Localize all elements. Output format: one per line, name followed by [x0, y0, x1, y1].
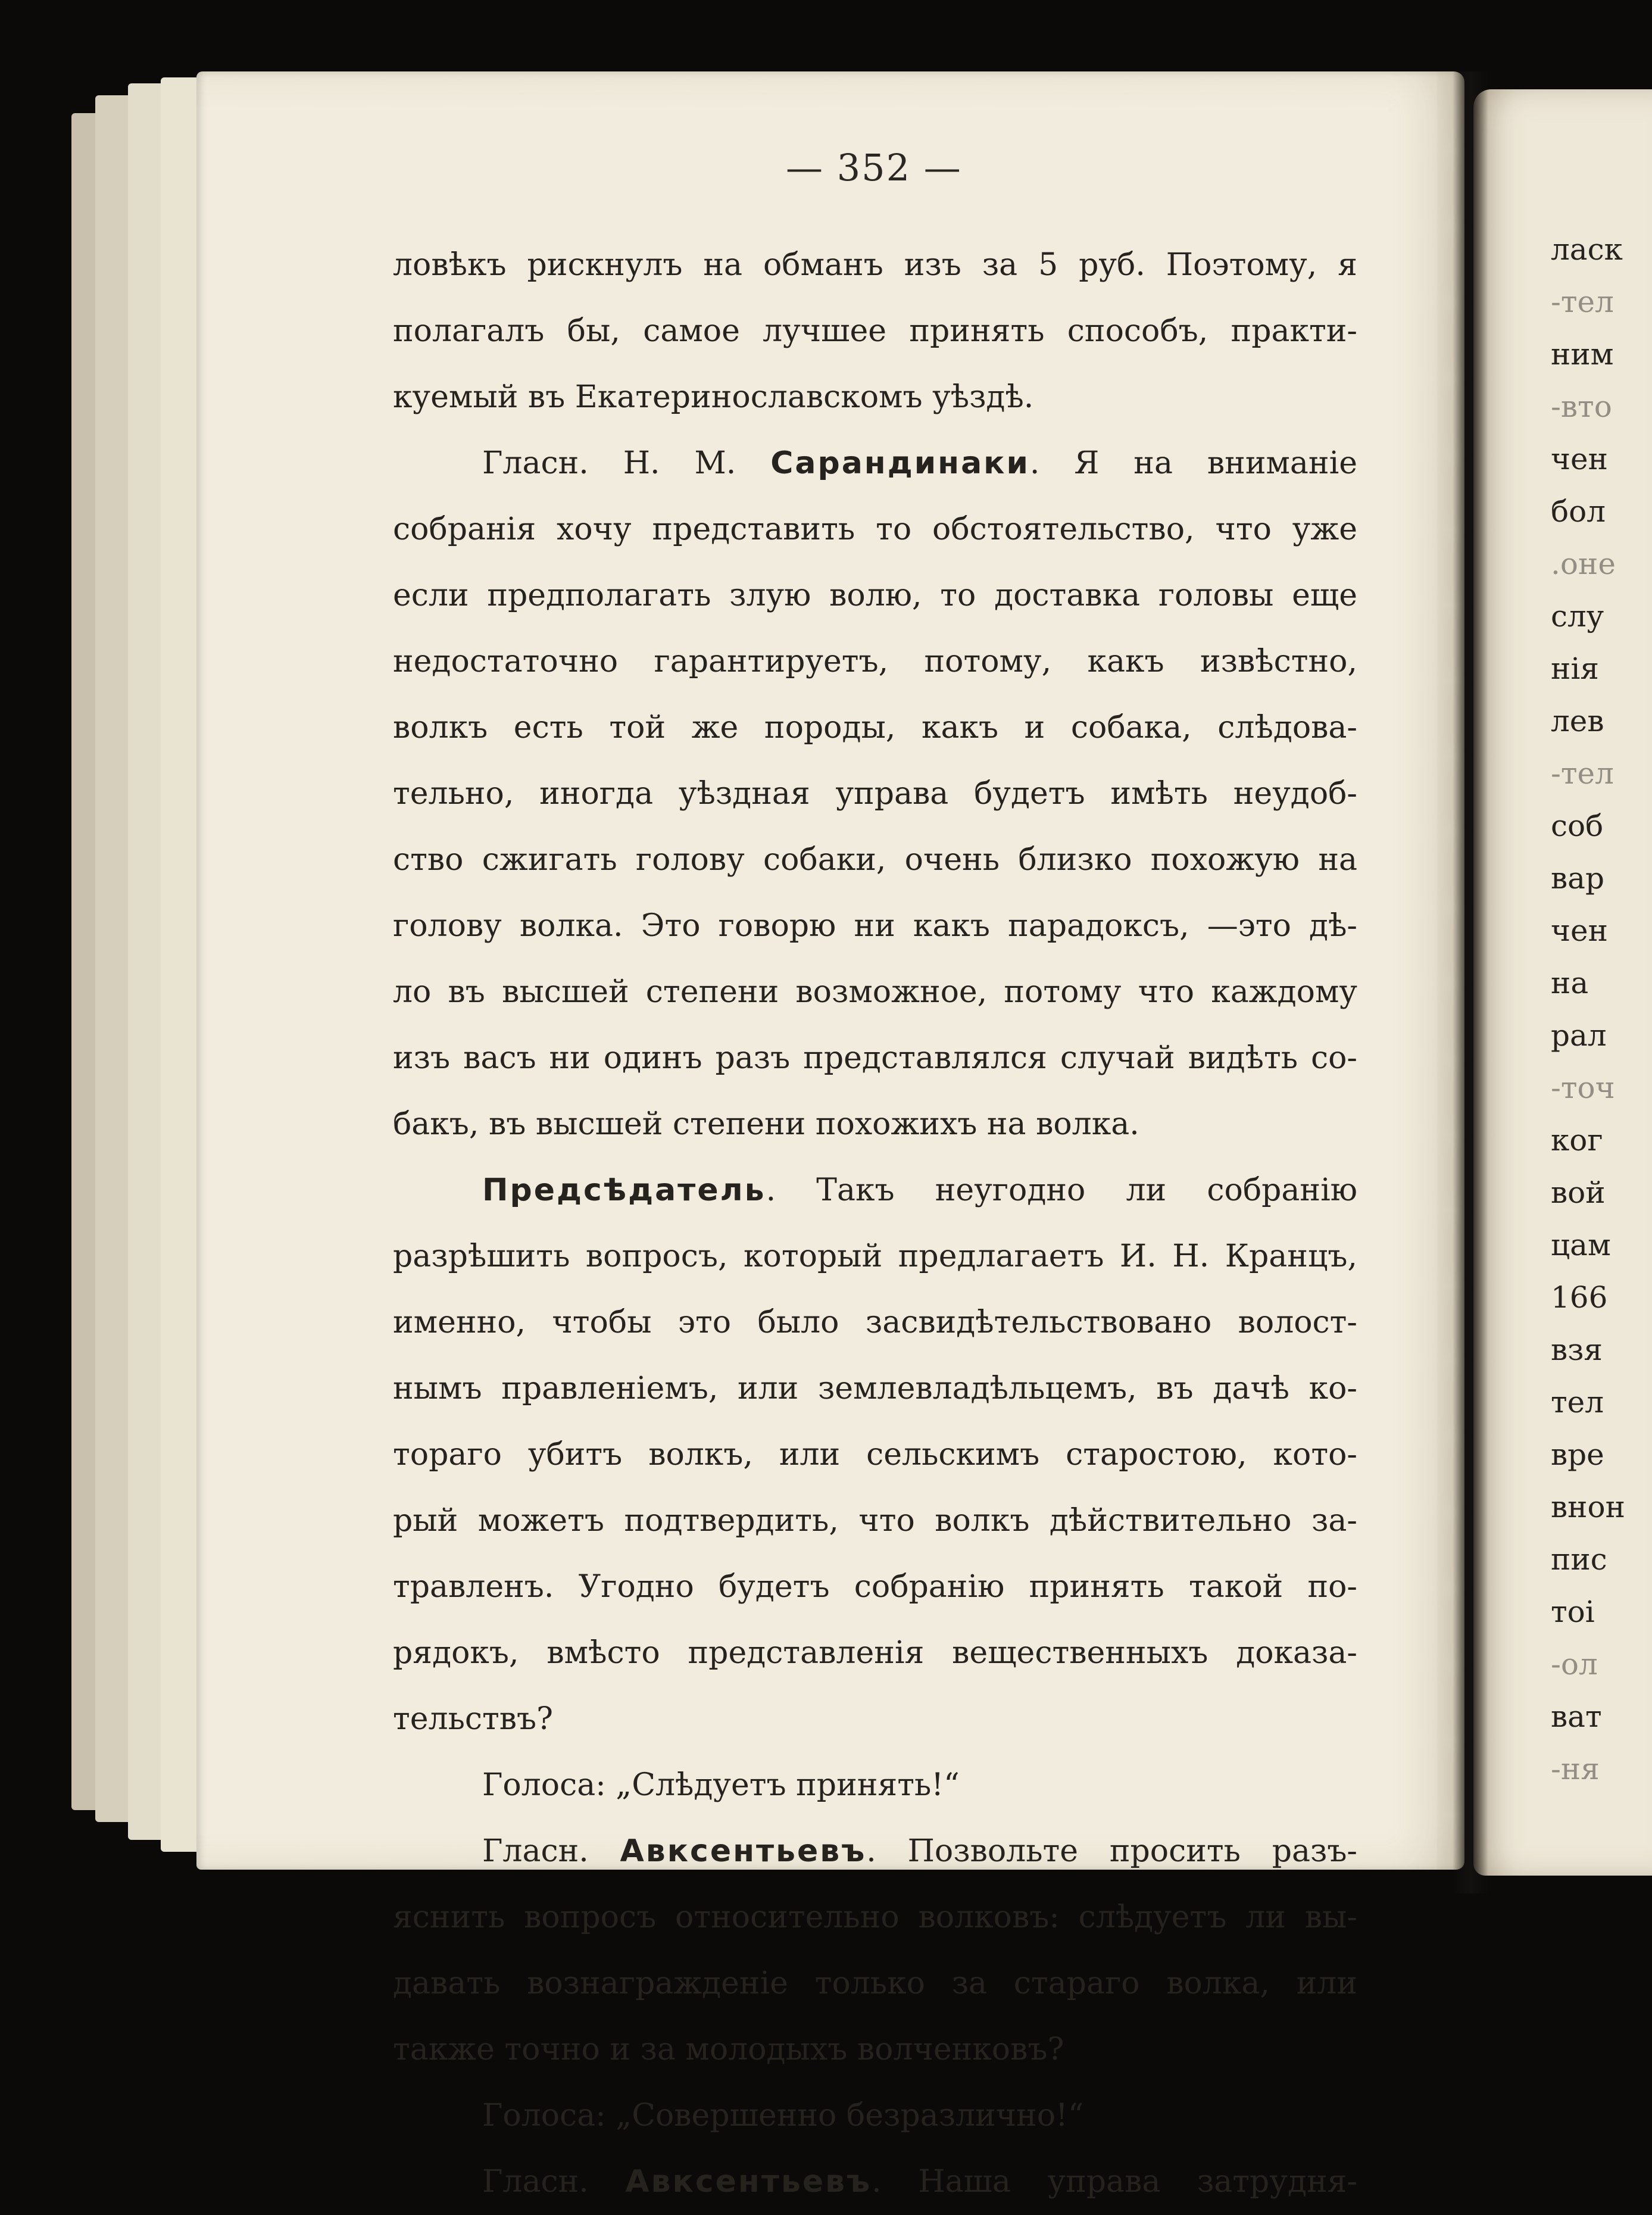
text-run: голову волка. Это говорю ни какъ парадоксъ, —это дѣ-: [393, 908, 1357, 944]
text-line: [393, 430, 1357, 497]
text-run: травленъ. Угодно будетъ собранію принять такой по-: [393, 1569, 1357, 1605]
right-page-fragment: ласк: [1551, 232, 1623, 267]
text-line: [393, 298, 1357, 364]
speaker-name: Предсѣдатель: [482, 1172, 766, 1208]
text-run: ство сжигать голову собаки, очень близко похожую на: [393, 842, 1357, 878]
text-line: [393, 1290, 1357, 1356]
text-line: [393, 959, 1357, 1025]
text-line: [393, 1422, 1357, 1488]
speaker-name: Авксентьевъ: [620, 1833, 867, 1869]
right-page-fragment: чен: [1551, 913, 1608, 948]
text-line: [393, 1158, 1357, 1224]
right-page-fragment: тел: [1551, 1385, 1604, 1420]
text-run: изъ васъ ни одинъ разъ представлялся случай видѣть со-: [393, 1040, 1357, 1076]
right-page-fragment: нія: [1551, 651, 1599, 686]
text-run: если предполагать злую волю, то доставка головы еще: [393, 578, 1357, 613]
text-line: [393, 2017, 1357, 2083]
text-line: [393, 1752, 1357, 1818]
text-line: [393, 1951, 1357, 2017]
right-page-fragment: -ня: [1551, 1752, 1600, 1786]
text-line: [393, 1554, 1357, 1620]
right-page-fragment: -вто: [1551, 389, 1612, 424]
right-page-fragment: тоі: [1551, 1595, 1595, 1629]
text-run: рядокъ, вмѣсто представленія вещественныхъ доказа-: [393, 1635, 1357, 1671]
text-run: . Наша управа затрудня-: [872, 2164, 1357, 2200]
text-run: тораго убитъ волкъ, или сельскимъ старостою, кото-: [393, 1437, 1357, 1472]
text-line: [393, 232, 1357, 298]
text-line: [393, 827, 1357, 893]
right-page-fragment: 166: [1551, 1280, 1608, 1315]
right-page-fragment: цам: [1551, 1228, 1611, 1262]
page-number: — 352 —: [786, 146, 962, 189]
text-line: [393, 1686, 1357, 1752]
text-run: ловѣкъ рискнулъ на обманъ изъ за 5 руб. Поэтому, я: [393, 247, 1357, 283]
text-run: Голоса: „Совершенно безразлично!“: [482, 2098, 1084, 2133]
right-page-fragment: -точ: [1551, 1071, 1615, 1105]
right-page-fragment: лев: [1551, 704, 1604, 738]
text-run: ло въ высшей степени возможное, потому что каждому: [393, 974, 1357, 1010]
text-run: бакъ, въ высшей степени похожихъ на волка.: [393, 1106, 1139, 1142]
text-line: [393, 1356, 1357, 1422]
right-page-fragment: соб: [1551, 809, 1604, 843]
right-page-fragment: бол: [1551, 494, 1606, 529]
text-run: недостаточно гарантируетъ, потому, какъ извѣстно,: [393, 644, 1357, 679]
text-run: также точно и за молодыхъ волченковъ?: [393, 2032, 1064, 2067]
text-run: тельствъ?: [393, 1701, 554, 1737]
text-line: [393, 1620, 1357, 1686]
text-run: волкъ есть той же породы, какъ и собака, слѣдова-: [393, 710, 1357, 745]
text-line: [393, 1224, 1357, 1290]
right-page-fragment: вре: [1551, 1437, 1604, 1472]
text-line: [393, 695, 1357, 761]
text-run: рый можетъ подтвердить, что волкъ дѣйствительно за-: [393, 1503, 1357, 1539]
right-page-fragment: ват: [1551, 1699, 1602, 1734]
text-line: [393, 2083, 1357, 2149]
text-line: [393, 563, 1357, 629]
text-line: [393, 1488, 1357, 1554]
right-page-fragment: -тел: [1551, 285, 1614, 319]
text-run: собранія хочу представить то обстоятельство, что уже: [393, 511, 1357, 547]
text-run: . Позвольте просить разъ-: [866, 1833, 1357, 1869]
right-page-fragment: вар: [1551, 861, 1604, 896]
right-page-fragment: -ол: [1551, 1647, 1598, 1681]
text-run: разрѣшить вопросъ, который предлагаетъ И. Н. Кранцъ,: [393, 1238, 1357, 1274]
speaker-name: Сарандинаки: [770, 445, 1030, 481]
book-gutter: [1453, 71, 1488, 1893]
text-line: [393, 1818, 1357, 1885]
text-line: [393, 761, 1357, 827]
text-run: Голоса: „Слѣдуетъ принять!“: [482, 1767, 960, 1803]
text-line: [393, 1091, 1357, 1158]
text-run: тельно, иногда уѣздная управа будетъ имѣть неудоб-: [393, 776, 1357, 812]
text-run: Гласн.: [482, 1833, 620, 1869]
text-line: [393, 629, 1357, 695]
text-run: яснить вопросъ относительно волковъ: слѣдуетъ ли вы-: [393, 1899, 1357, 1935]
right-page-fragment: рал: [1551, 1018, 1607, 1053]
text-run: . Я на вниманіе: [1029, 445, 1357, 481]
right-page-fragment: ког: [1551, 1123, 1603, 1158]
right-page-fragment: ним: [1551, 337, 1614, 372]
text-line: [393, 497, 1357, 563]
text-run: нымъ правленіемъ, или землевладѣльцемъ, въ дачѣ ко-: [393, 1371, 1357, 1406]
text-line: [393, 1885, 1357, 1951]
text-run: именно, чтобы это было засвидѣтельствовано волост-: [393, 1305, 1357, 1340]
text-run: куемый въ Екатеринославскомъ уѣздѣ.: [393, 379, 1034, 415]
text-run: Гласн.: [482, 2164, 626, 2200]
text-line: [393, 364, 1357, 430]
right-page-fragment: .оне: [1551, 547, 1616, 581]
speaker-name: Авксентьевъ: [625, 2164, 872, 2200]
text-run: давать вознагражденіе только за стараго волка, или: [393, 1966, 1357, 2001]
right-page-fragment: пис: [1551, 1542, 1607, 1577]
right-page-fragment: взя: [1551, 1333, 1603, 1367]
text-run: Гласн. Н. М.: [482, 445, 771, 481]
text-line: [393, 2149, 1357, 2215]
text-run: полагалъ бы, самое лучшее принять способъ, практи-: [393, 313, 1357, 349]
body-text: [393, 232, 1357, 2215]
right-page-fragment: чен: [1551, 442, 1608, 476]
right-page-fragment: внон: [1551, 1490, 1625, 1524]
right-page-fragment: слу: [1551, 599, 1604, 634]
text-run: . Такъ неугодно ли собранію: [766, 1172, 1357, 1208]
text-line: [393, 1025, 1357, 1091]
text-line: [393, 893, 1357, 959]
right-page-fragment: вой: [1551, 1175, 1606, 1210]
right-page-fragment: на: [1551, 966, 1589, 1000]
right-page-fragment: -тел: [1551, 756, 1614, 791]
